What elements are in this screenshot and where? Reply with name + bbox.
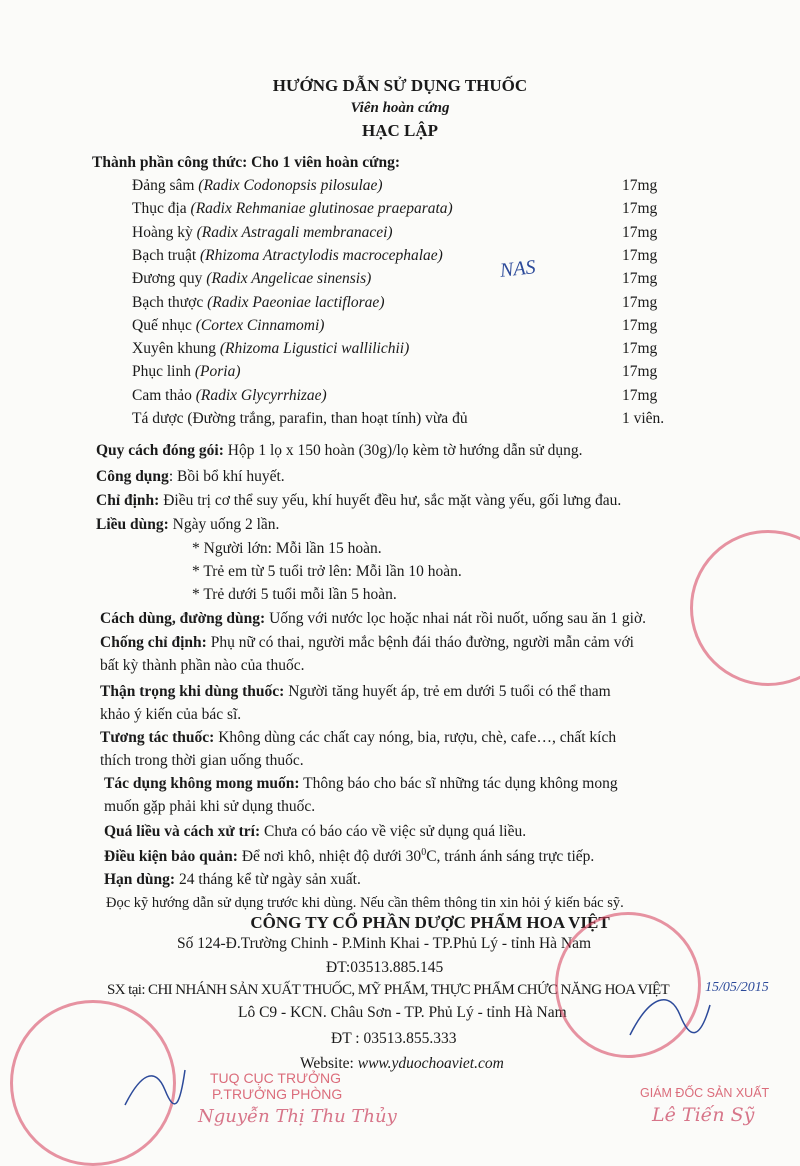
- approval-title-2: P.TRƯỞNG PHÒNG: [212, 1086, 343, 1102]
- overdose-text: Chưa có báo cáo về việc sử dụng quá liều.: [260, 823, 527, 840]
- ingredient-vietnamese-name: Bạch truật: [132, 247, 201, 264]
- ingredient-vietnamese-name: Quế nhục: [132, 317, 196, 334]
- ingredient-name: [132, 387, 327, 405]
- uses-text: : Bồi bổ khí huyết.: [168, 468, 285, 485]
- ingredient-amount: 17mg: [622, 200, 658, 217]
- approval-signer-name: Nguyễn Thị Thu Thủy: [198, 1106, 397, 1127]
- signature-mark: [610, 985, 720, 1045]
- ingredient-latin-name: (Radix Rehmaniae glutinosae praeparata): [190, 200, 453, 217]
- website-label: Website:: [300, 1055, 358, 1072]
- handwritten-initials: NAS: [498, 256, 537, 282]
- ingredient-name: [132, 270, 371, 288]
- director-name: Lê Tiến Sỹ: [652, 1104, 755, 1126]
- handwritten-date: 15/05/2015: [705, 980, 769, 995]
- ingredient-vietnamese-name: Hoàng kỳ: [132, 224, 197, 241]
- administration-text: Uống với nước lọc hoặc nhai nát rồi nuốt, uống sau ăn 1 giờ.: [265, 610, 647, 627]
- ingredient-vietnamese-name: Cam thảo: [132, 387, 196, 404]
- contraindication-text: Phụ nữ có thai, người mắc bệnh đái tháo đường, người mẫn cảm với: [206, 634, 634, 651]
- overdose-label: Quá liều và cách xử trí:: [104, 823, 261, 840]
- packaging-line: [96, 442, 583, 460]
- ingredient-name: [132, 340, 409, 358]
- indication-label: Chỉ định:: [96, 492, 160, 509]
- ingredient-name: [132, 317, 324, 335]
- company-address: Số 124-Đ.Trường Chinh - P.Minh Khai - TP.Phủ Lý - tỉnh Hà Nam: [177, 935, 592, 952]
- ingredient-vietnamese-name: Tá dược (Đường trắng, parafin, than hoạt tính) vừa đủ: [132, 410, 468, 427]
- ingredient-amount: 17mg: [622, 363, 658, 380]
- ministry-stamp-right: [690, 530, 800, 686]
- ingredient-amount: 1 viên.: [622, 410, 665, 427]
- approval-signature-mark: [120, 1055, 190, 1115]
- storage-text: Để nơi khô, nhiệt độ dưới 30: [237, 848, 422, 866]
- read-instructions-note: Đọc kỹ hướng dẫn sử dụng trước khi dùng. Nếu cần thêm thông tin xin hỏi ý kiến bác sỹ.: [106, 895, 624, 911]
- precautions-text-2: khảo ý kiến của bác sĩ.: [100, 706, 242, 723]
- uses-label: Công dụng: [96, 468, 169, 485]
- ingredient-name: [132, 200, 453, 218]
- ingredient-latin-name: (Radix Angelicae sinensis): [206, 270, 372, 287]
- ingredient-amount: 17mg: [622, 340, 658, 357]
- factory-name: CHI NHÁNH SẢN XUẤT THUỐC, MỸ PHẨM, THỰC PHẨM CHỨC NĂNG HOA VIỆT: [148, 982, 670, 998]
- ingredient-name: [132, 177, 383, 195]
- packaging-label: Quy cách đóng gói:: [96, 442, 224, 459]
- director-title: GIÁM ĐỐC SẢN XUẤT: [640, 1086, 770, 1100]
- factory-address: Lô C9 - KCN. Châu Sơn - TP. Phủ Lý - tỉnh Hà Nam: [238, 1004, 567, 1021]
- dosage-label: Liều dùng:: [96, 516, 169, 533]
- ingredient-latin-name: (Radix Glycyrrhizae): [195, 387, 327, 404]
- document-title: HƯỚNG DẪN SỬ DỤNG THUỐC: [272, 76, 528, 95]
- ingredient-amount: 17mg: [622, 247, 658, 264]
- side-effects-text: Thông báo cho bác sĩ những tác dụng không mong: [299, 775, 618, 792]
- packaging-text: Hộp 1 lọ x 150 hoàn (30g)/lọ kèm tờ hướng dẫn sử dụng.: [223, 442, 583, 459]
- ingredient-latin-name: (Radix Codonopsis pilosulae): [198, 177, 383, 194]
- factory-prefix: SX tại:: [107, 982, 149, 998]
- ingredient-latin-name: (Rhizoma Ligustici wallilichii): [219, 340, 410, 357]
- ingredient-latin-name: (Rhizoma Atractylodis macrocephalae): [200, 247, 443, 264]
- precautions-label: Thận trọng khi dùng thuốc:: [100, 683, 285, 700]
- dose-child-over-5: * Trẻ em từ 5 tuổi trở lên: Mỗi lần 10 hoàn.: [192, 563, 462, 580]
- factory-phone: ĐT : 03513.855.333: [331, 1030, 457, 1047]
- contraindication-text-2: bất kỳ thành phần nào của thuốc.: [100, 657, 305, 674]
- ingredient-vietnamese-name: Bạch thược: [132, 294, 208, 311]
- ingredient-amount: 17mg: [622, 317, 658, 334]
- ingredient-name: [132, 247, 443, 265]
- ingredient-name: [132, 410, 468, 428]
- ingredient-amount: 17mg: [622, 294, 658, 311]
- precautions-line: [100, 683, 611, 701]
- composition-label: Thành phần công thức: Cho 1 viên hoàn cứng:: [92, 154, 401, 171]
- ingredient-amount: 17mg: [622, 177, 658, 194]
- ingredient-amount: 17mg: [622, 270, 658, 287]
- contraindication-line: [100, 634, 634, 652]
- precautions-text: Người tăng huyết áp, trẻ em dưới 5 tuổi có thể tham: [284, 683, 611, 700]
- contraindication-label: Chống chỉ định:: [100, 634, 207, 651]
- ingredient-latin-name: (Poria): [194, 363, 241, 380]
- storage-text-end: C, tránh ánh sáng trực tiếp.: [426, 848, 595, 866]
- side-effects-line: [104, 775, 618, 793]
- ingredient-vietnamese-name: Xuyên khung: [132, 340, 220, 357]
- ingredient-vietnamese-name: Đảng sâm: [132, 177, 199, 194]
- ingredient-latin-name: (Radix Astragali membranacei): [196, 224, 393, 241]
- interactions-label: Tương tác thuốc:: [100, 729, 215, 746]
- indication-text: Điều trị cơ thể suy yếu, khí huyết đều hư, sắc mặt vàng yếu, gối lưng đau.: [159, 492, 622, 509]
- ingredient-vietnamese-name: Thục địa: [132, 200, 191, 217]
- storage-line: [104, 847, 594, 866]
- dosage-text: Ngày uống 2 lần.: [168, 516, 280, 533]
- uses-line: [96, 468, 285, 486]
- dose-adult: * Người lớn: Mỗi lần 15 hoàn.: [192, 540, 382, 557]
- side-effects-label: Tác dụng không mong muốn:: [104, 775, 300, 792]
- shelf-life-text: 24 tháng kể từ ngày sản xuất.: [175, 871, 361, 888]
- ingredient-name: [132, 363, 241, 381]
- shelf-life-label: Hạn dùng:: [104, 871, 176, 888]
- product-name: HẠC LẬP: [361, 121, 439, 140]
- approval-title-1: TUQ CỤC TRƯỞNG: [210, 1070, 342, 1086]
- ingredient-name: [132, 224, 393, 242]
- ingredient-latin-name: (Radix Paeoniae lactiflorae): [207, 294, 385, 311]
- side-effects-text-2: muốn gặp phải khi sử dụng thuốc.: [104, 798, 316, 815]
- overdose-line: [104, 823, 526, 841]
- ingredient-amount: 17mg: [622, 224, 658, 241]
- interactions-line: [100, 729, 616, 747]
- storage-degree: 0: [421, 847, 427, 858]
- ingredient-vietnamese-name: Đương quy: [132, 270, 207, 287]
- ingredient-latin-name: (Cortex Cinnamomi): [195, 317, 325, 334]
- indication-line: [96, 492, 621, 510]
- company-phone: ĐT:03513.885.145: [326, 959, 444, 976]
- ingredient-amount: 17mg: [622, 387, 658, 404]
- ingredient-vietnamese-name: Phục linh: [132, 363, 195, 380]
- shelf-life-line: [104, 871, 361, 889]
- ingredient-name: [132, 294, 384, 312]
- interactions-text-2: thích trong thời gian uống thuốc.: [100, 752, 304, 769]
- dose-child-under-5: * Trẻ dưới 5 tuổi mỗi lần 5 hoàn.: [192, 586, 397, 603]
- administration-label: Cách dùng, đường dùng:: [100, 610, 266, 627]
- interactions-text: Không dùng các chất cay nóng, bia, rượu, chè, cafe…, chất kích: [214, 729, 617, 746]
- dosage-line: [96, 516, 279, 534]
- company-name: CÔNG TY CỔ PHẦN DƯỢC PHẨM HOA VIỆT: [250, 913, 610, 932]
- administration-line: [100, 610, 646, 628]
- storage-label: Điều kiện bảo quản:: [104, 848, 238, 866]
- website-url: www.yduochoaviet.com: [357, 1055, 504, 1072]
- dosage-form: Viên hoàn cứng: [350, 100, 450, 116]
